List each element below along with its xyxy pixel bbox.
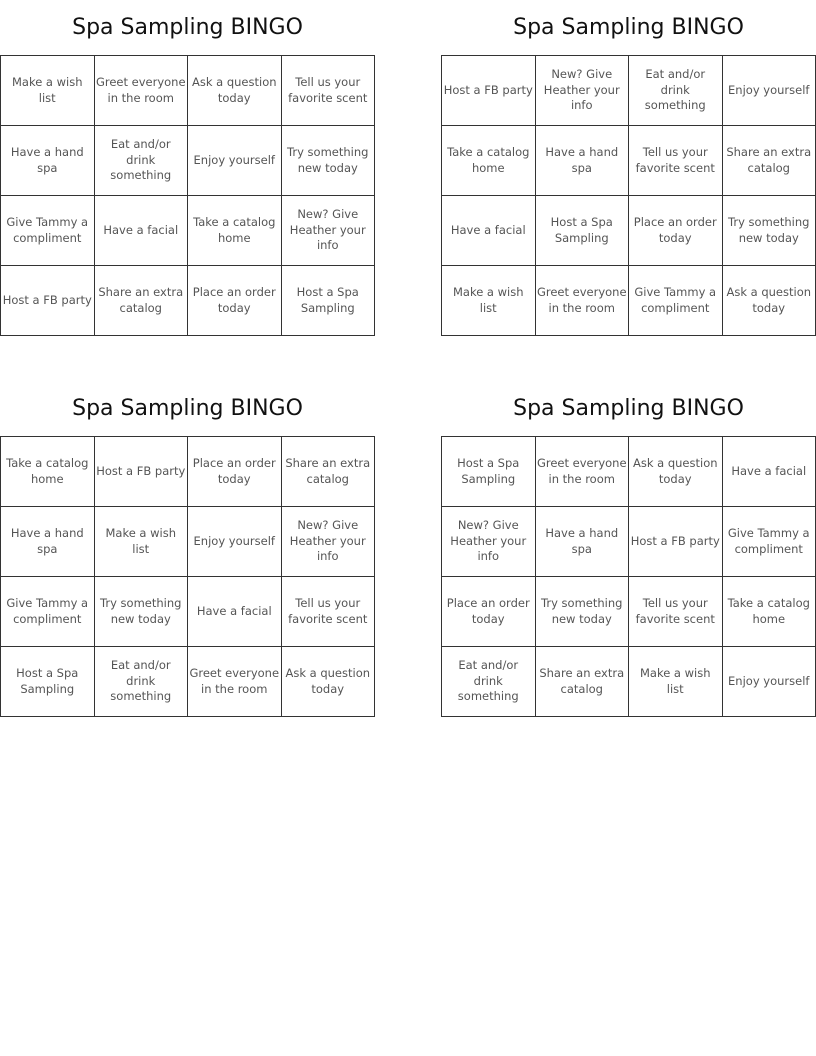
bingo-cell: Tell us your favorite scent <box>282 56 376 126</box>
bingo-cell: New? Give Heather your info <box>536 56 630 126</box>
bingo-card-2 <box>441 0 816 336</box>
bingo-card-1 <box>0 0 375 336</box>
bingo-cell: Tell us your favorite scent <box>629 577 723 647</box>
bingo-cell: Eat and/or drink something <box>442 647 536 717</box>
bingo-card-3 <box>0 381 375 717</box>
bingo-cell: Have a hand spa <box>536 507 630 577</box>
bingo-cell: Have a hand spa <box>536 126 630 196</box>
bingo-cell: Place an order today <box>188 437 282 507</box>
bingo-cell: Share an extra catalog <box>95 266 189 336</box>
bingo-cell: Make a wish list <box>95 507 189 577</box>
bingo-cell: Host a FB party <box>442 56 536 126</box>
bingo-cell: Share an extra catalog <box>723 126 816 196</box>
bingo-grid <box>441 436 816 717</box>
bingo-cell: Place an order today <box>629 196 723 266</box>
bingo-cell: Give Tammy a compliment <box>629 266 723 336</box>
bingo-cell: Have a facial <box>95 196 189 266</box>
bingo-cell: Host a Spa Sampling <box>1 647 95 717</box>
bingo-cell: Enjoy yourself <box>188 126 282 196</box>
bingo-cell: Take a catalog home <box>723 577 816 647</box>
bingo-cell: Give Tammy a compliment <box>1 577 95 647</box>
bingo-cell: Place an order today <box>188 266 282 336</box>
bingo-cell: New? Give Heather your info <box>282 507 376 577</box>
bingo-grid <box>0 55 375 336</box>
bingo-cell: Eat and/or drink something <box>95 126 189 196</box>
bingo-cell: Take a catalog home <box>442 126 536 196</box>
bingo-cell: New? Give Heather your info <box>442 507 536 577</box>
bingo-cell: Enjoy yourself <box>723 647 816 717</box>
bingo-cell: New? Give Heather your info <box>282 196 376 266</box>
bingo-cell: Have a facial <box>188 577 282 647</box>
card-title: Spa Sampling BINGO <box>513 15 744 40</box>
bingo-cell: Have a hand spa <box>1 507 95 577</box>
bingo-grid <box>441 55 816 336</box>
bingo-cell: Have a facial <box>723 437 816 507</box>
bingo-cell: Ask a question today <box>629 437 723 507</box>
bingo-cell: Eat and/or drink something <box>629 56 723 126</box>
bingo-cell: Host a Spa Sampling <box>442 437 536 507</box>
bingo-cell: Have a facial <box>442 196 536 266</box>
bingo-cell: Enjoy yourself <box>723 56 816 126</box>
bingo-cell: Enjoy yourself <box>188 507 282 577</box>
bingo-cell: Give Tammy a compliment <box>1 196 95 266</box>
bingo-cell: Take a catalog home <box>1 437 95 507</box>
card-title: Spa Sampling BINGO <box>72 15 303 40</box>
bingo-cell: Host a FB party <box>629 507 723 577</box>
bingo-cell: Host a FB party <box>95 437 189 507</box>
bingo-cell: Host a Spa Sampling <box>282 266 376 336</box>
bingo-cell: Try something new today <box>723 196 816 266</box>
card-title: Spa Sampling BINGO <box>72 396 303 421</box>
bingo-cell: Make a wish list <box>1 56 95 126</box>
bingo-cell: Try something new today <box>282 126 376 196</box>
bingo-cell: Tell us your favorite scent <box>282 577 376 647</box>
bingo-cell: Make a wish list <box>629 647 723 717</box>
bingo-cell: Host a FB party <box>1 266 95 336</box>
bingo-cell: Ask a question today <box>723 266 816 336</box>
bingo-cell: Try something new today <box>95 577 189 647</box>
bingo-cell: Try something new today <box>536 577 630 647</box>
bingo-cell: Greet everyone in the room <box>536 266 630 336</box>
bingo-cell: Eat and/or drink something <box>95 647 189 717</box>
bingo-cell: Greet everyone in the room <box>188 647 282 717</box>
bingo-cell: Ask a question today <box>188 56 282 126</box>
bingo-cell: Share an extra catalog <box>536 647 630 717</box>
bingo-cell: Have a hand spa <box>1 126 95 196</box>
bingo-cell: Greet everyone in the room <box>95 56 189 126</box>
bingo-cell: Make a wish list <box>442 266 536 336</box>
bingo-cell: Host a Spa Sampling <box>536 196 630 266</box>
bingo-cell: Share an extra catalog <box>282 437 376 507</box>
bingo-cell: Greet everyone in the room <box>536 437 630 507</box>
bingo-cell: Tell us your favorite scent <box>629 126 723 196</box>
bingo-cell: Place an order today <box>442 577 536 647</box>
bingo-cell: Ask a question today <box>282 647 376 717</box>
bingo-card-4 <box>441 381 816 717</box>
card-title: Spa Sampling BINGO <box>513 396 744 421</box>
bingo-cell: Give Tammy a compliment <box>723 507 816 577</box>
bingo-cell: Take a catalog home <box>188 196 282 266</box>
bingo-grid <box>0 436 375 717</box>
